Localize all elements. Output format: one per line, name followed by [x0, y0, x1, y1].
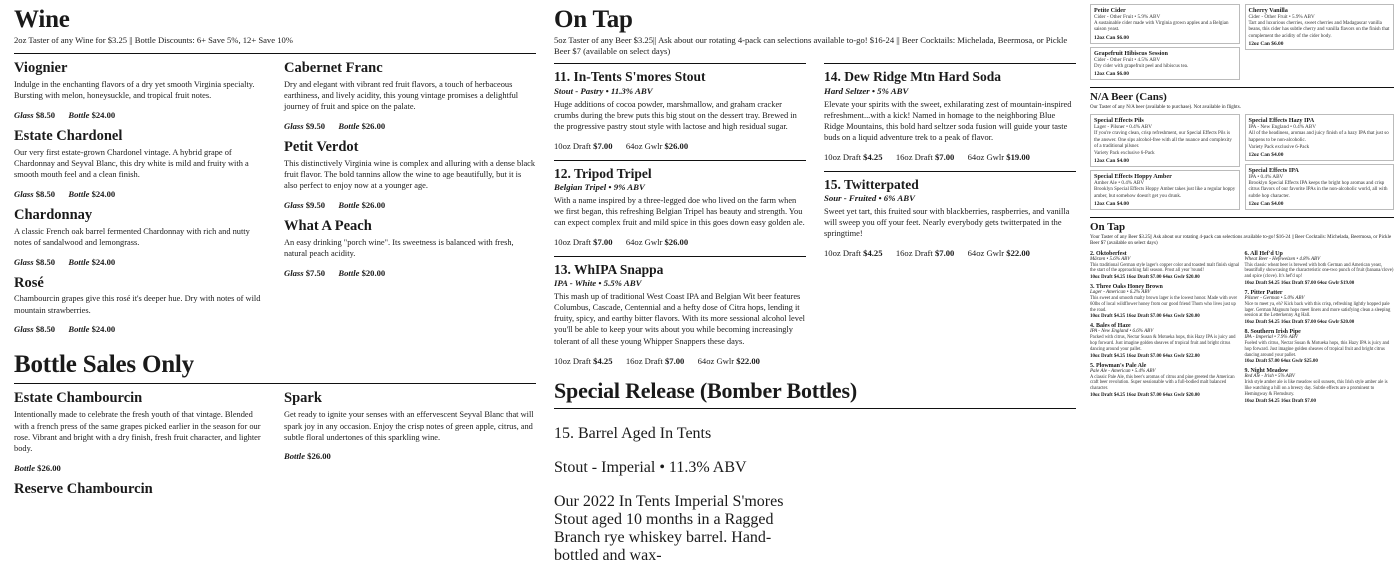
bottle-item-name: Estate Chambourcin	[14, 390, 143, 407]
glass-price: $9.50	[305, 199, 326, 210]
wine-column	[0, 0, 546, 500]
sidebar-ontap-note: Your Taster of any Beer $3.25|| Ask about our rotating 4-pack can selections available to-go! $16-24 || Beer Cocktails: Michelada, Beermosa, or Pickle Beer $7 (available on select days)	[1090, 234, 1392, 247]
price-label: 16oz Draft	[895, 152, 933, 163]
beer-desc: This mash up of traditional West Coast IPA and Belgian Wit beer features Columbus, Cascade, Centennial and a hefty dose of Citra hops, lending it fruity, spicy, and earthy bitter flavors. With its more sessional alcohol level you'll be able to keep your wits about you while becoming increasingly tolerant of all these young Whipper Snappers these days.	[554, 291, 806, 346]
price-label: 64oz Gwlr	[967, 248, 1005, 259]
price-label: 64oz Gwlr	[967, 152, 1005, 163]
wine-item-desc: Chambourcin grapes give this rosé it's deeper hue. Dry with notes of wild mountain strawberries.	[14, 294, 261, 315]
sidebar-beer-name: 4. Bales of Haze	[1090, 323, 1131, 330]
wine-item[interactable]	[284, 61, 536, 131]
glass-price: $8.50	[35, 109, 56, 120]
glass-price: $9.50	[305, 120, 326, 131]
wine-item-prices	[14, 324, 266, 334]
sidebar-beer-desc: Irish style amber ale is like meadow soil sunsets, this Irish style amber ale is like watching a hill on a breezy day. Subtle effects are a prominent to Hemingway & Flemsbury.	[1244, 380, 1388, 397]
price-value: $22.00	[736, 355, 760, 366]
sidebar-beer-name: 5. Plowman's Pale Ale	[1090, 362, 1147, 369]
special-release-item[interactable]	[554, 425, 805, 565]
beer-prices	[554, 141, 806, 151]
bottle-sales-title: Bottle Sales Only	[14, 351, 194, 379]
bottle-price: $26.00	[307, 451, 331, 462]
wine-item-desc: An easy drinking "porch wine". Its sweetness is balanced with fresh, natural peach acidity.	[284, 237, 514, 258]
wine-divider	[14, 53, 536, 54]
na-item[interactable]	[1090, 114, 1240, 167]
price-label: 10oz Draft	[554, 236, 591, 247]
price-value: $7.00	[934, 248, 955, 259]
bottle-label: Bottle	[14, 462, 36, 473]
bottle-item-name: Spark	[284, 390, 322, 407]
can-item[interactable]	[1245, 4, 1395, 50]
wine-section-subtitle: 2oz Taster of any Wine for $3.25 || Bottle Discounts: 6+ Save 5%, 12+ Save 10%	[14, 35, 293, 45]
glass-price: $8.50	[35, 188, 56, 199]
sidebar-beer-price: 10oz Draft $4.25 16oz Draft $7.00 64oz Gwlr $22.00	[1090, 353, 1200, 359]
sidebar-beer-price: 10oz Draft $4.25 16oz Draft $7.00 64oz Gwlr $20.00	[1244, 320, 1355, 326]
bottle-label: Bottle	[68, 188, 90, 199]
na-desc-secondary: Variety Pack exclusive 6-Pack	[1248, 144, 1310, 150]
wine-item-desc: This distinctively Virginia wine is complex and alluring with a dense black fruit flavor. The bold tannins allow the wine to age beautifully, but it is also perfect to enjoy now at a younger age.	[284, 158, 536, 191]
sidebar-beer-style-abv: Wheat Beer - Hefeweizen • 4.8% ABV	[1244, 256, 1321, 262]
bottle-sales-right	[284, 391, 536, 506]
can-name: Grapefruit Hibiscus Session	[1094, 49, 1168, 57]
can-price: 12oz Can $6.00	[1094, 34, 1129, 41]
na-name: Special Effects Pils	[1094, 117, 1144, 125]
beer-style-abv: IPA - White • 5.5% ABV	[554, 277, 642, 288]
na-style-abv: Lager - Pilsner • 0.4% ABV	[1094, 124, 1153, 131]
bottle-price: $24.00	[91, 324, 116, 335]
na-price: 12oz Can $4.00	[1248, 152, 1284, 158]
sidebar-beer-price: 10oz Draft $4.25 16oz Draft $7.00 64oz Gwlr $19.00	[1244, 280, 1355, 286]
can-style-abv: Cider - Other Fruit • 4.5% ABV	[1094, 56, 1161, 63]
beer-item[interactable]	[824, 63, 1076, 162]
wine-item-name: Petit Verdot	[284, 138, 359, 155]
bottle-label: Bottle	[68, 324, 90, 335]
bottle-item-prices	[284, 451, 536, 461]
price-label: 10oz Draft	[824, 248, 861, 259]
sidebar-ontap-grid	[1090, 251, 1394, 408]
beer-style-abv: Sour - Fruited • 6% ABV	[824, 192, 915, 203]
sidebar-beer-price: 10oz Draft $4.25 16oz Draft $7.00	[1244, 398, 1317, 404]
special-release-divider	[554, 408, 1076, 409]
glass-label: Glass	[284, 199, 304, 210]
na-beer-note: Our Taster of any N/A beer (available to purchase). Not available in flights.	[1090, 104, 1241, 110]
bottle-sales-divider	[14, 383, 536, 384]
na-grid	[1090, 114, 1394, 213]
sidebar-beer-desc: A classic Pale Ale, this beer's aromas of citrus and pine greeted the American craft beer revolution. Super sessionable with a full-bodied malt balanced character.	[1090, 374, 1235, 392]
can-style-abv: Cider - Other Fruit • 5.9% ABV	[1094, 14, 1161, 20]
wine-item-name: Rosé	[14, 274, 44, 291]
bottle-sale-item[interactable]	[14, 482, 266, 498]
wine-item-desc: Indulge in the enchanting flavors of a dry yet smooth Virginia specialty. Bursting with melon, honeysuckle, and tropical fruit notes.	[14, 79, 255, 100]
na-item[interactable]	[1245, 164, 1395, 210]
wine-item-name: Cabernet Franc	[284, 59, 383, 76]
wine-section-title: Wine	[14, 6, 70, 33]
beer-style-abv: Hard Seltzer • 5% ABV	[824, 85, 909, 96]
beer-prices	[824, 152, 1076, 162]
sidebar-beer-desc: Fueled with citrus, Nectar Susan & Motueka hops, this Hazy IPA is juicy and hop forward. Just imagine golden sheaves of tropical fruit and bright citrus dancing around your pallet.	[1244, 341, 1390, 358]
can-style-abv: Cider - Other Fruit • 5.9% ABV	[1248, 14, 1315, 20]
glass-label: Glass	[14, 324, 34, 335]
sidebar-beer-style-abv: Lager - American • 6.2% ABV	[1090, 290, 1151, 296]
sidebar-beer-name: 3. Three Oaks Honey Brown	[1090, 284, 1163, 291]
wine-item[interactable]	[284, 219, 536, 278]
sidebar-beer-item[interactable]	[1245, 290, 1395, 325]
beer-prices	[554, 237, 806, 247]
wine-item-prices	[284, 200, 536, 210]
wine-item-prices	[284, 268, 536, 278]
wine-item-name: Estate Chardonel	[14, 127, 123, 144]
wine-item-name: Chardonnay	[14, 206, 93, 223]
can-desc: Dry cider with grapefruit peel and hibiscus tea.	[1094, 63, 1189, 69]
wine-item[interactable]	[284, 140, 536, 210]
bottle-label: Bottle	[68, 256, 90, 267]
bottle-price: $24.00	[91, 256, 116, 267]
na-item[interactable]	[1090, 170, 1240, 210]
bottle-sales-left	[14, 391, 266, 506]
price-label: 10oz Draft	[554, 355, 591, 366]
sidebar-beer-name: 6. All Hef'd Up	[1244, 250, 1283, 257]
sidebar-beer-style-abv: Pilsner - German • 5.0% ABV	[1244, 295, 1305, 301]
price-value: $22.00	[1006, 248, 1030, 259]
bottle-sale-item[interactable]	[14, 391, 266, 472]
wine-item-prices	[14, 110, 266, 120]
price-value: $26.00	[664, 140, 689, 151]
price-value: $4.25	[863, 248, 883, 259]
can-desc: A sustainable cider made with Virginia grown apples and a Belgian saison yeast.	[1094, 21, 1229, 33]
glass-label: Glass	[284, 267, 304, 278]
bottle-price: $24.00	[91, 188, 116, 199]
sidebar-beer-name: 2. Oktoberfest	[1090, 250, 1127, 257]
sidebar-ontap-right	[1245, 251, 1395, 408]
can-price: 12oz Can $6.00	[1248, 40, 1284, 47]
wine-item[interactable]	[14, 61, 266, 120]
na-left	[1090, 114, 1240, 213]
na-price: 12oz Can $4.00	[1094, 200, 1129, 207]
beer-name: 13. WhIPA Snappa	[554, 261, 664, 277]
sidebar-beer-price: 10oz Draft $4.25 16oz Draft $7.00 64oz Gwlr $20.00	[1090, 314, 1200, 320]
bottle-sale-item[interactable]	[284, 391, 536, 461]
na-price: 12oz Can $4.00	[1248, 200, 1284, 207]
wine-item-prices	[14, 189, 266, 199]
sidebar-beer-name: 7. Pitter Patter	[1244, 289, 1283, 296]
special-release-title: Special Release (Bomber Bottles)	[554, 378, 857, 404]
wine-right-list	[284, 61, 536, 344]
price-value: $4.25	[863, 152, 883, 163]
glass-price: $8.50	[35, 324, 56, 335]
wine-item[interactable]	[14, 129, 266, 199]
price-label: 10oz Draft	[554, 140, 591, 151]
glass-price: $7.50	[305, 267, 326, 278]
bottle-label: Bottle	[338, 267, 360, 278]
ontap-column	[546, 0, 1086, 565]
sidebar-beer-price: 10oz Draft $7.00 64oz Gwlr $25.00	[1244, 359, 1318, 365]
cans-left	[1090, 4, 1240, 83]
na-style-abv: IPA • 0.4% ABV	[1248, 174, 1284, 180]
na-item[interactable]	[1245, 114, 1395, 161]
sidebar-beer-item[interactable]	[1090, 284, 1240, 319]
sidebar-beer-style-abv: Red Ale - Irish • 5% ABV	[1244, 374, 1295, 380]
wine-item-prices	[14, 257, 266, 267]
sidebar-column	[1086, 0, 1400, 500]
wine-item-desc: Dry and elegant with vibrant red fruit flavors, a touch of herbaceous earthiness, and lively acidity, this young vintage promises a delightful journey of fruit and spice on the palate.	[284, 79, 519, 112]
wine-item-desc: Our very first estate-grown Chardonel vintage. A hybrid grape of Chardonnay and Seyval Blanc, this dry white is mild and fruity with a smooth mouth feel and a clean finish.	[14, 147, 249, 179]
can-price: 12oz Can $6.00	[1094, 70, 1129, 77]
beer-item[interactable]	[554, 63, 806, 150]
sidebar-beer-price: 10oz Draft $4.25 16oz Draft $7.00 64oz Gwlr $20.00	[1090, 392, 1200, 398]
bottle-price: $26.00	[361, 120, 386, 131]
na-beer-title: N/A Beer (Cans)	[1090, 87, 1394, 103]
cans-grid	[1090, 4, 1394, 83]
na-name: Special Effects Hazy IPA	[1248, 117, 1315, 125]
beer-style-abv: Belgian Tripel • 9% ABV	[554, 181, 645, 192]
cans-right	[1245, 4, 1395, 83]
bottle-label: Bottle	[284, 451, 306, 462]
beer-style-abv: Stout - Pastry • 11.3% ABV	[554, 85, 653, 96]
price-label: 64oz Gwlr	[625, 236, 663, 247]
beer-name: 12. Tripod Tripel	[554, 165, 652, 181]
ontap-left-list	[554, 63, 806, 374]
sidebar-beer-desc: This classic wheat beer is brewed with both German and American yeast, beautifully showcasing the characteristic one-two punch of fruit (banana/clove) and spice (clove). It's hef'd up!	[1244, 262, 1394, 280]
beer-prices	[824, 248, 1076, 258]
price-label: 16oz Draft	[625, 355, 663, 366]
glass-price: $8.50	[35, 256, 56, 267]
bottle-price: $24.00	[91, 109, 116, 120]
bottle-item-desc: Intentionally made to celebrate the fresh youth of that vintage. Blended with a french press of the same grapes picked earlier in the season for our rose. Vibrant and bright with a dry finish, fresh fruit character, and lighter body.	[14, 410, 261, 453]
ontap-section-title: On Tap	[554, 6, 633, 33]
beer-prices	[554, 356, 806, 366]
ontap-section-subtitle: 5oz Taster of any Beer $3.25|| Ask about our rotating 4-pack can selections available to-go! $16-24 || Beer Cocktails: Michelada, Beermosa, or Pickle Beer $7 (available on select days)	[554, 35, 1068, 56]
bottle-item-prices	[14, 463, 266, 473]
sidebar-beer-name: 8. Southern Irish Pipe	[1244, 329, 1301, 336]
price-value: $7.00	[593, 140, 613, 151]
special-release-style-abv: Stout - Imperial • 11.3% ABV	[554, 459, 747, 477]
sidebar-beer-style-abv: IPA - Imperial • 7.9% ABV	[1244, 335, 1298, 341]
price-label: 16oz Draft	[895, 248, 933, 259]
bottle-price: $26.00	[361, 199, 386, 210]
sidebar-beer-item[interactable]	[1090, 251, 1240, 280]
sidebar-beer-item[interactable]	[1090, 363, 1240, 398]
beer-desc: Sweet yet tart, this fruited sour with blackberries, raspberries, and vanilla will sweep you off your feet. Nearly everybody gets twitterpated in the springtime!	[824, 206, 1070, 239]
bottle-item-desc: Get ready to ignite your senses with an effervescent Seyval Blanc that will spark joy in any occasion. Enjoy the crisp notes of green apple, citrus, and subtle floral undertones of this sparkling wine.	[284, 410, 534, 442]
bottle-label: Bottle	[68, 109, 90, 120]
sidebar-beer-desc: This traditional German style lager's copper color and toasted malt finish signal the start of the approaching fall season. Prost all year 'round!	[1090, 262, 1240, 274]
wine-left-list	[14, 61, 266, 344]
wine-item-name: What A Peach	[284, 217, 372, 234]
sidebar-beer-style-abv: Pale Ale - American • 5.4% ABV	[1090, 368, 1156, 374]
sidebar-beer-style-abv: IPA - New England • 6.6% ABV	[1090, 329, 1154, 335]
na-desc: Brooklyn Special Effects IPA keeps the bright hop aromas and crisp citrus flavors of our favorite IPAs in the non-alcoholic world, all with subtle hop character.	[1248, 181, 1388, 199]
na-name: Special Effects IPA	[1248, 167, 1299, 174]
price-label: 10oz Draft	[824, 152, 861, 163]
price-label: 64oz Gwlr	[625, 140, 663, 151]
beer-item[interactable]	[824, 171, 1076, 258]
sidebar-beer-price: 10oz Draft $4.25 16oz Draft $7.00 64oz Gwlr $20.00	[1090, 275, 1200, 281]
sidebar-beer-item[interactable]	[1245, 251, 1395, 286]
sidebar-beer-item[interactable]	[1245, 368, 1395, 403]
bottle-label: Bottle	[338, 120, 360, 131]
sidebar-beer-item[interactable]	[1245, 329, 1395, 364]
bottle-item-name: Reserve Chambourcin	[14, 480, 153, 497]
beer-item[interactable]	[554, 160, 806, 247]
beer-name: 11. In-Tents S'mores Stout	[554, 69, 706, 85]
na-style-abv: IPA - New England • 0.4% ABV	[1248, 124, 1316, 131]
ontap-right-list	[824, 63, 1076, 374]
bottle-price: $26.00	[37, 462, 61, 473]
beer-desc: With a name inspired by a three-legged doe who lived on the farm when we first began, this refreshing Belgian Tripel has beauty and strength. You can expect complex fruit and mild spice in this goes down easy golden ale.	[554, 195, 805, 228]
beer-desc: Huge additions of cocoa powder, marshmallow, and graham cracker crumbs during the brew puts this big stout on the dessert tray. Brewed in the progressive pastry stout style with lactose and high residual sugar.	[554, 99, 797, 132]
sidebar-beer-style-abv: Märzen • 5.6% ABV	[1090, 256, 1131, 262]
wine-item-desc: A classic French oak barrel fermented Chardonnay with rich and nutty notes of sandalwood and lemongrass.	[14, 226, 250, 247]
beer-name: 14. Dew Ridge Mtn Hard Soda	[824, 69, 1002, 85]
na-price: 12oz Can $4.00	[1094, 158, 1129, 165]
sidebar-ontap-left	[1090, 251, 1240, 408]
price-value: $7.00	[934, 152, 955, 163]
wine-item[interactable]	[14, 276, 266, 335]
na-desc: If you're craving clean, crisp refreshment, our Special Effects Pils is the answer. One sips alcohol-free with all the nuance and complexity of a traditional pilsner.	[1094, 131, 1232, 149]
price-value: $7.00	[664, 355, 685, 366]
bottle-price: $20.00	[361, 267, 386, 278]
sidebar-beer-desc: Packed with citrus, Nectar Susan & Motueka hops, this Hazy IPA is juicy and hop forward. Just imagine golden sheaves of tropical fruit and bright citrus dancing around your pallet.	[1090, 335, 1236, 352]
price-value: $7.00	[593, 236, 613, 247]
wine-item-name: Viognier	[14, 59, 68, 76]
special-release-desc: Our 2022 In Tents Imperial S'mores Stout aged 10 months in a Ragged Branch rye whiskey barrel. Hand-bottled and wax-	[554, 493, 784, 565]
sidebar-beer-desc: Nice to meet ya, eh? Kick back with this crisp, refreshing lightly hopped pale lager. German Magnum hops meet liners and more satisfying clean a sleeping session at the Letterkenny Ag Hall.	[1244, 301, 1391, 319]
sidebar-beer-name: 9. Night Meadow	[1244, 368, 1289, 375]
price-value: $19.00	[1006, 152, 1030, 163]
na-name: Special Effects Hoppy Amber	[1094, 173, 1172, 181]
can-name: Petite Cider	[1094, 7, 1126, 14]
glass-label: Glass	[14, 256, 34, 267]
sidebar-beer-item[interactable]	[1090, 323, 1240, 358]
price-value: $4.25	[593, 355, 613, 366]
na-style-abv: Amber Ale • 0.4% ABV	[1094, 180, 1145, 187]
glass-label: Glass	[14, 188, 34, 199]
can-desc: Tart and luxurious cherries, sweet cherries and Madagascar vanilla beans, this cider has subtle cherry and vanilla flavors on the finish that complement the acidity of the cider body.	[1248, 21, 1390, 39]
bottle-label: Bottle	[338, 199, 360, 210]
can-item[interactable]	[1090, 4, 1240, 44]
na-desc: Brooklyn Special Effects Hoppy Amber takes just like a regular hoppy amber, but somehow doesn't get you drunk.	[1094, 187, 1236, 199]
beer-desc: Elevate your spirits with the sweet, exhilarating zest of mountain-inspired refreshment...with a kick! Named in homage to the neighboring Blue Ridge Mountains, this bold hard seltzer soda fusion will guide your taste buds on a liquid adventure trek to a peak of flavor.	[824, 99, 1072, 143]
wine-item[interactable]	[14, 208, 266, 267]
special-release-name: 15. Barrel Aged In Tents	[554, 425, 712, 443]
wine-item-prices	[284, 121, 536, 131]
price-label: 64oz Gwlr	[697, 355, 735, 366]
na-desc-secondary: Variety Pack exclusive 6-Pack	[1094, 151, 1155, 156]
price-value: $26.00	[664, 236, 689, 247]
na-desc: All of the headiness, aromas and juicy finish of a hazy IPA that just so happens to be non-alcoholic.	[1248, 131, 1389, 143]
na-right	[1245, 114, 1395, 213]
can-item[interactable]	[1090, 47, 1240, 80]
sidebar-ontap-title: On Tap	[1090, 217, 1394, 233]
sidebar-beer-desc: This sweet and smooth malty brown lager is the lowest honor. Made with over 60lbs of local wildflower honey from our good friend Thom who lives just up the road.	[1090, 296, 1238, 313]
glass-label: Glass	[14, 109, 34, 120]
glass-label: Glass	[284, 120, 304, 131]
can-name: Cherry Vanilla	[1248, 7, 1288, 14]
beer-name: 15. Twitterpated	[824, 176, 919, 192]
beer-item[interactable]	[554, 256, 806, 366]
